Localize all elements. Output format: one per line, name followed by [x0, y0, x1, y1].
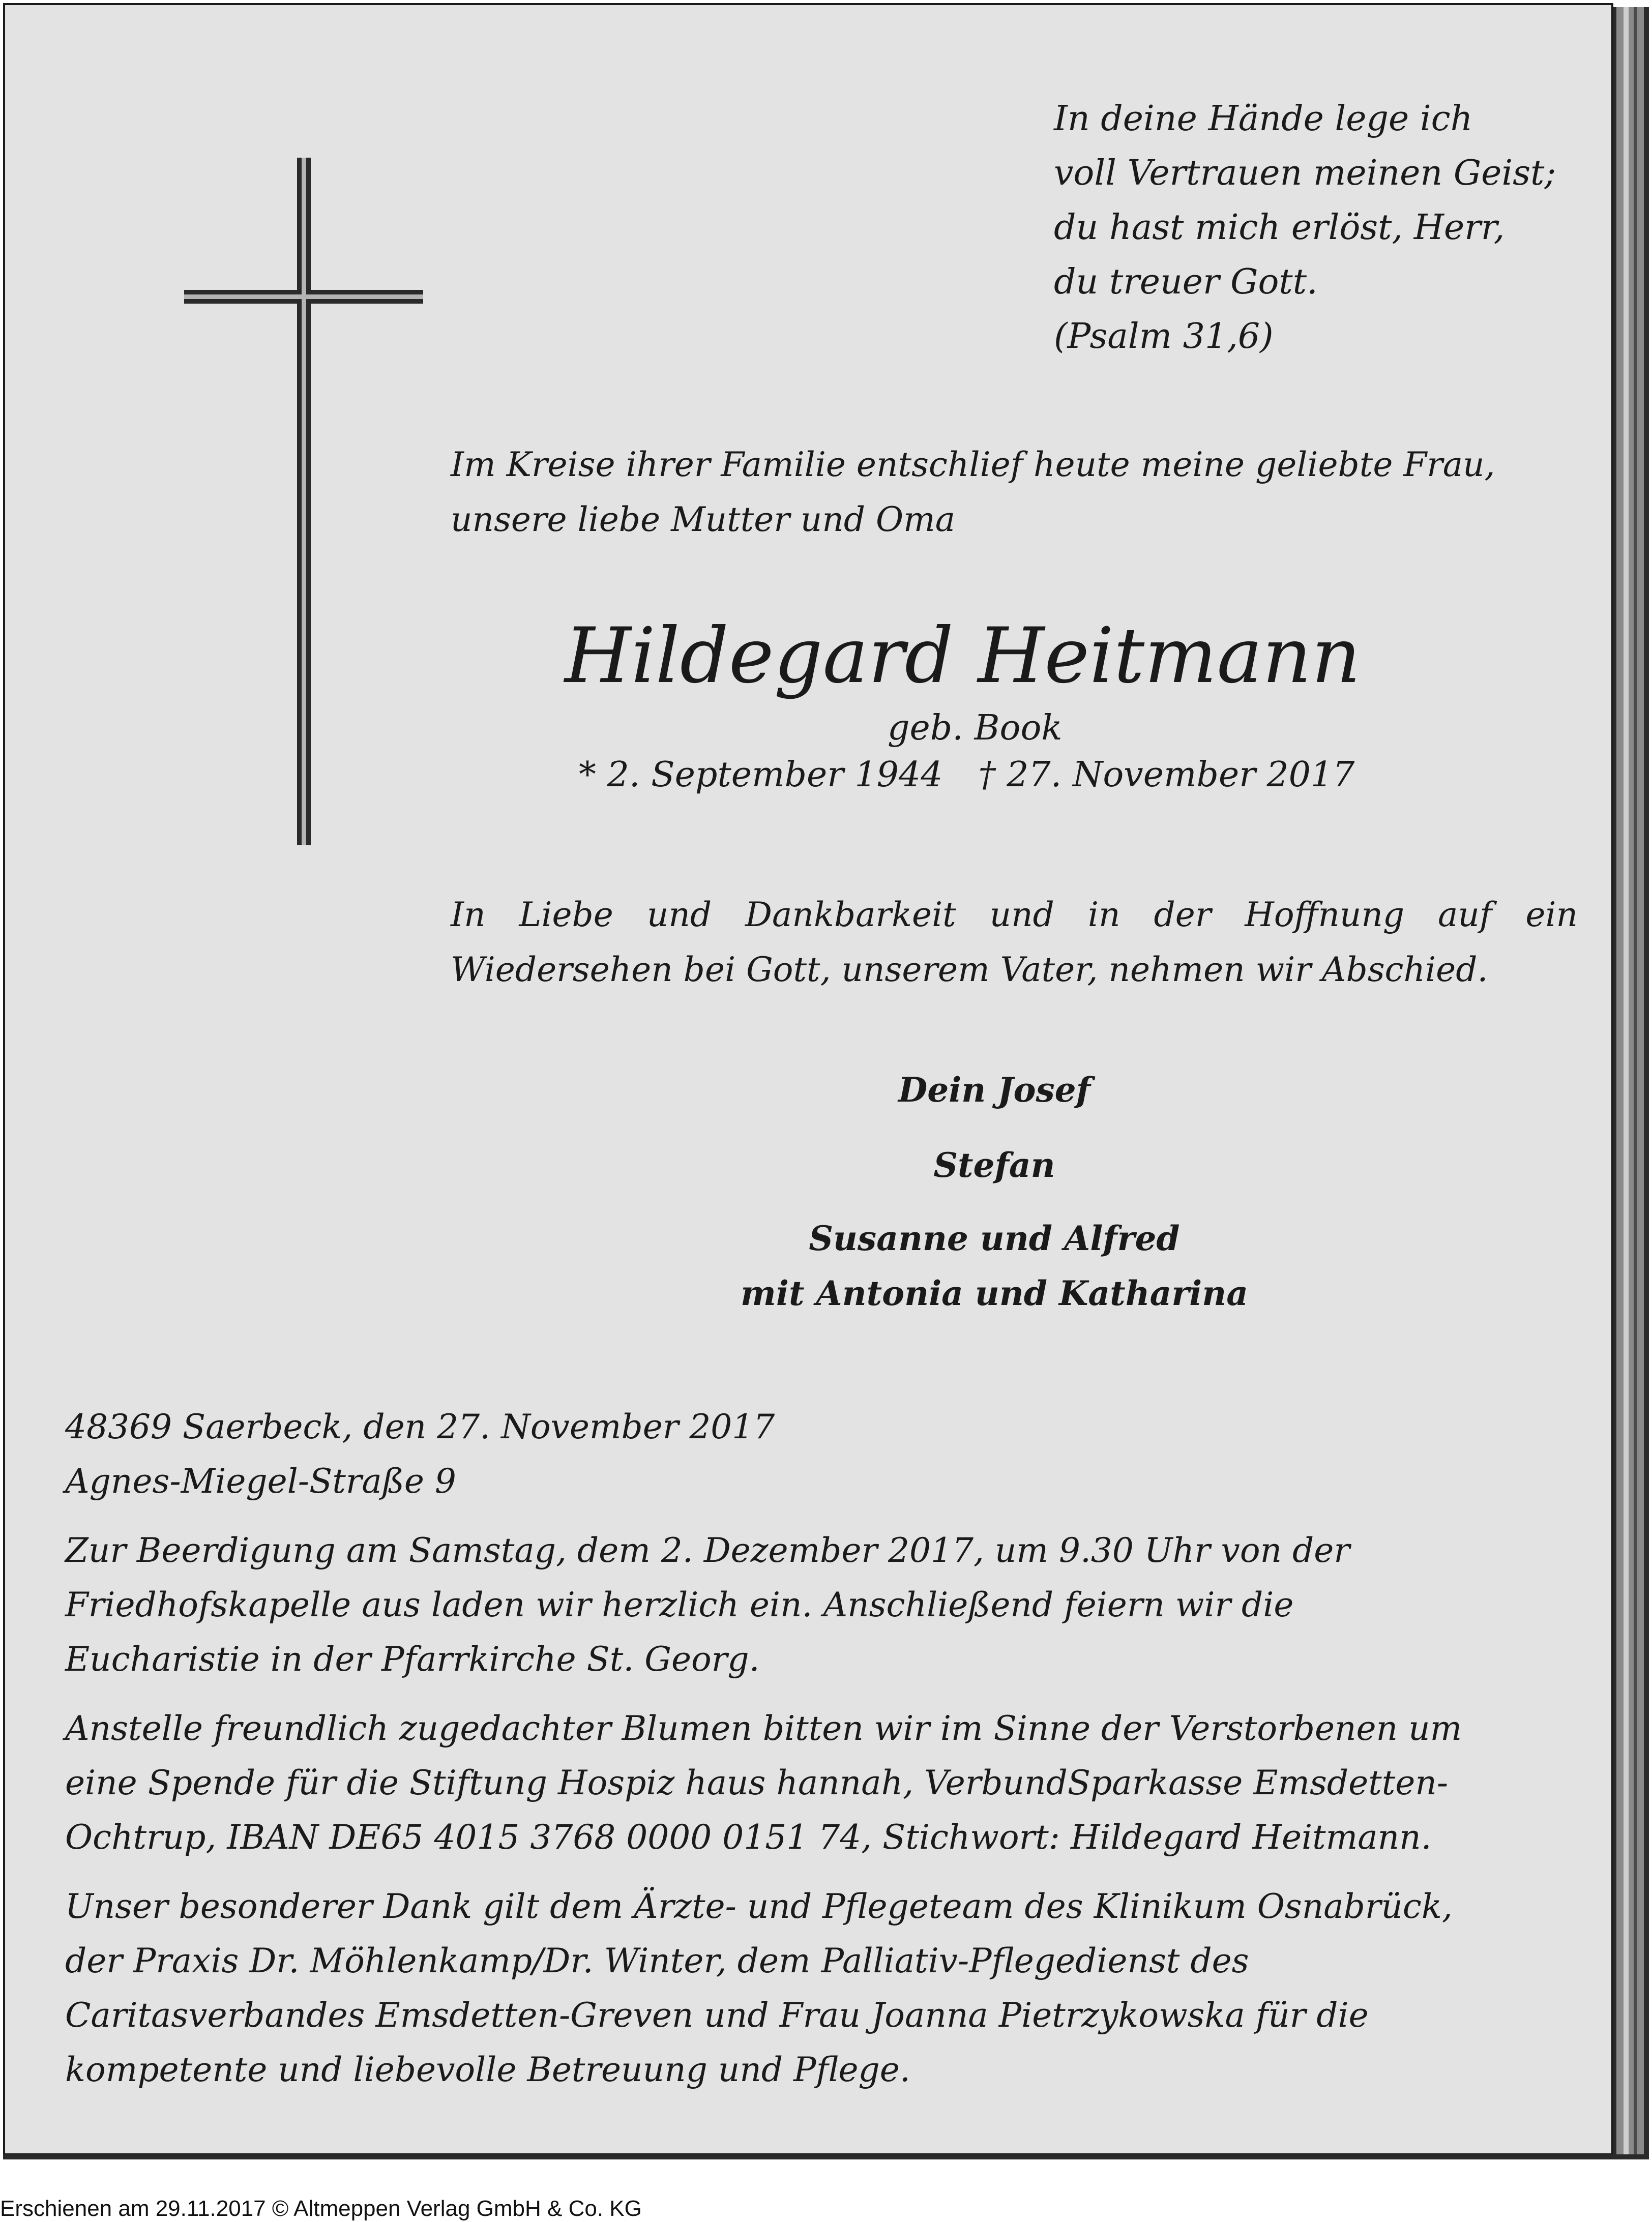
maiden-name: geb. Book [888, 708, 1063, 748]
thanks-line: Caritasverbandes Emsdetten-Greven und Frau Joanna Pietrzykowska für die [65, 1996, 1369, 2035]
mourner-name: Susanne und Alfred [809, 1219, 1180, 1258]
frame-border-bottom [3, 2154, 1649, 2159]
death-date: † 27. November 2017 [978, 755, 1355, 795]
funeral-line: Eucharistie in der Pfarrkirche St. Georg. [65, 1640, 760, 1679]
donation-notice [65, 1701, 1462, 1864]
psalm-line: In deine Hände lege ich [1054, 99, 1473, 139]
mourner-name: Stefan [933, 1145, 1055, 1185]
deceased-name: Hildegard Heitmann [565, 612, 1361, 700]
thanks-line: kompetente und liebevolle Betreuung und Pflege. [65, 2050, 910, 2089]
thanks-line: der Praxis Dr. Möhlenkamp/Dr. Winter, dem Palliativ-Pflegedienst des [65, 1941, 1249, 1980]
psalm-reference: (Psalm 31,6) [1054, 316, 1274, 357]
obituary-card [3, 3, 1613, 2155]
psalm-line: voll Vertrauen meinen Geist; [1054, 153, 1556, 193]
frame-border-right [1613, 7, 1649, 2155]
cross-icon [184, 158, 423, 845]
funeral-line: Zur Beerdigung am Samstag, dem 2. Dezember 2017, um 9.30 Uhr von der [65, 1531, 1350, 1570]
donation-line: Anstelle freundlich zugedachter Blumen bitten wir im Sinne der Verstorbenen um [65, 1709, 1462, 1748]
life-dates [579, 755, 1355, 795]
farewell-line: Wiedersehen bei Gott, unserem Vater, nehmen wir Abschied. [451, 950, 1488, 989]
donation-line: Ochtrup, IBAN DE65 4015 3768 0000 0151 74, Stichwort: Hildegard Heitmann. [65, 1818, 1432, 1857]
mourner-name: mit Antonia und Katharina [741, 1273, 1248, 1313]
funeral-notice [65, 1523, 1350, 1686]
intro-line: Im Kreise ihrer Familie entschlief heute meine geliebte Frau, [451, 445, 1495, 484]
address-block [65, 1400, 775, 1508]
address-line: Agnes-Miegel-Straße 9 [65, 1462, 456, 1501]
psalm-line: du hast mich erlöst, Herr, [1054, 208, 1505, 248]
mourner-name: Dein Josef [898, 1070, 1091, 1110]
farewell-text [451, 887, 1578, 997]
thanks-line: Unser besonderer Dank gilt dem Ärzte- und Pflegeteam des Klinikum Osnabrück, [65, 1887, 1453, 1926]
farewell-line: In Liebe und Dankbarkeit und in der Hoffnung auf ein [451, 895, 1578, 934]
intro-text [451, 437, 1495, 547]
thanks-notice [65, 1879, 1453, 2097]
publication-footer: Erschienen am 29.11.2017 © Altmeppen Verlag GmbH & Co. KG [0, 2196, 642, 2221]
funeral-line: Friedhofskapelle aus laden wir herzlich ein. Anschließend feiern wir die [65, 1585, 1294, 1624]
address-line: 48369 Saerbeck, den 27. November 2017 [65, 1407, 775, 1446]
intro-line: unsere liebe Mutter und Oma [451, 500, 956, 539]
psalm-line: du treuer Gott. [1054, 262, 1318, 302]
birth-date: * 2. September 1944 [579, 755, 943, 795]
donation-line: eine Spende für die Stiftung Hospiz haus hannah, VerbundSparkasse Emsdetten- [65, 1763, 1449, 1802]
psalm-quote [1054, 92, 1556, 364]
